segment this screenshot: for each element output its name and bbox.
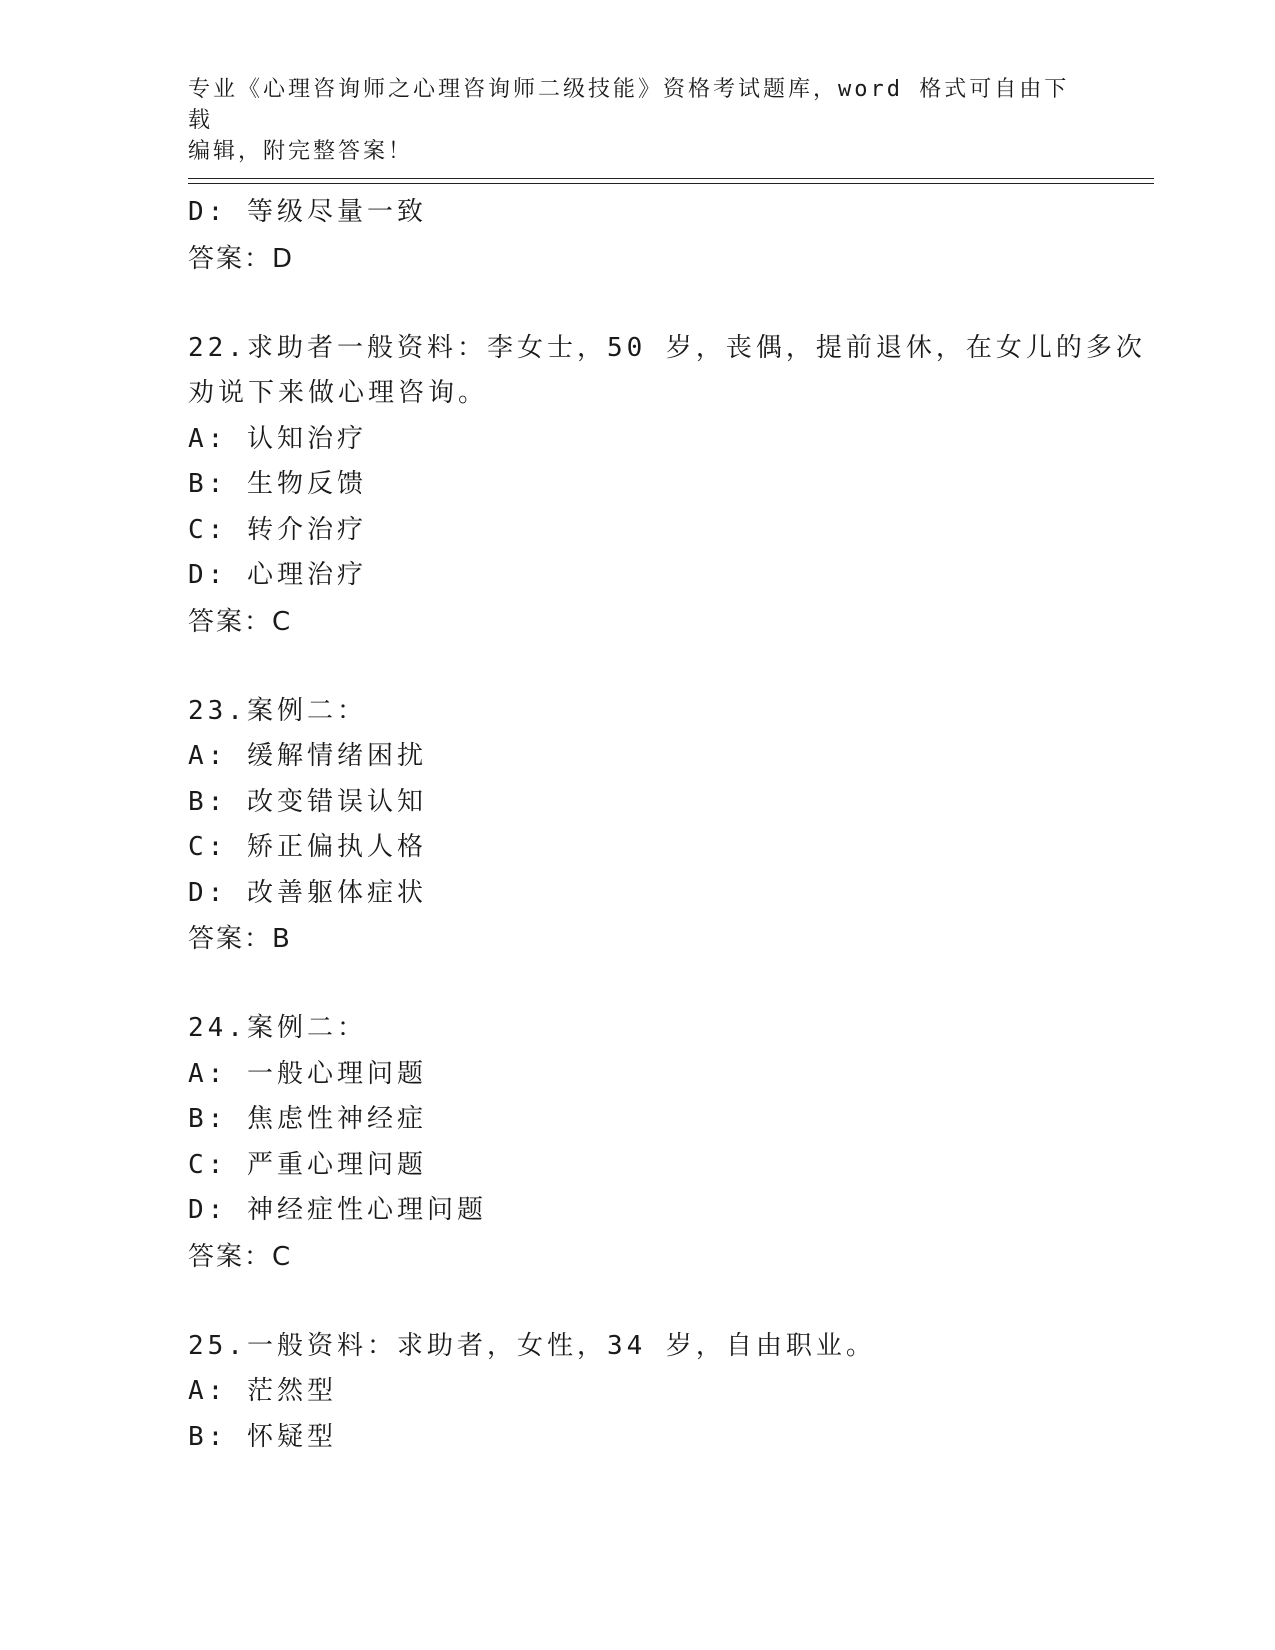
question-list (188, 190, 1154, 1460)
question-24 (188, 1006, 1154, 1280)
q22-stem-line-2: 劝说下来做心理咨询。 (188, 378, 489, 408)
q23-answer: 答案：B (188, 924, 292, 954)
question-25 (188, 1324, 1154, 1461)
q23-option-a: A: 缓解情绪困扰 (188, 741, 427, 771)
prev-answer: 答案：D (188, 243, 295, 274)
document-header (188, 74, 1088, 167)
q24-answer: 答案：C (188, 1241, 293, 1272)
spacer (188, 1280, 1154, 1324)
q22-option-d: D: 心理治疗 (188, 560, 367, 590)
question-23 (188, 689, 1154, 963)
spacer (188, 645, 1154, 689)
prev-option-d: D: 等级尽量一致 (188, 197, 427, 227)
question-22 (188, 326, 1154, 645)
q24-stem: 24.案例二： (188, 1013, 367, 1043)
q24-option-a: A: 一般心理问题 (188, 1058, 427, 1089)
q23-option-c: C: 矫正偏执人格 (188, 832, 427, 862)
header-line-2: 编辑，附完整答案！ (188, 139, 414, 164)
header-divider-top (188, 178, 1154, 179)
q24-option-d: D: 神经症性心理问题 (188, 1195, 487, 1225)
q22-option-b: B: 生物反馈 (188, 469, 367, 499)
q25-option-a: A: 茫然型 (188, 1376, 337, 1406)
spacer (188, 282, 1154, 326)
q25-stem: 25.一般资料：求助者，女性，34 岁，自由职业。 (188, 1330, 876, 1361)
q24-option-b: B: 焦虑性神经症 (188, 1104, 427, 1134)
header-divider-bottom (188, 183, 1154, 184)
q22-option-a: A: 认知治疗 (188, 423, 367, 454)
q23-stem: 23.案例二： (188, 695, 367, 726)
q23-option-d: D: 改善躯体症状 (188, 877, 427, 908)
q23-option-b: B: 改变错误认知 (188, 786, 427, 817)
q22-option-c: C: 转介治疗 (188, 514, 367, 545)
q25-option-b: B: 怀疑型 (188, 1421, 337, 1452)
q22-answer: 答案：C (188, 606, 293, 637)
q22-stem-line-1: 22.求助者一般资料：李女士，50 岁，丧偶，提前退休，在女儿的多次 (188, 332, 1146, 363)
q24-option-c: C: 严重心理问题 (188, 1149, 427, 1180)
spacer (188, 962, 1154, 1006)
header-line-1: 专业《心理咨询师之心理咨询师二级技能》资格考试题库，word 格式可自由下载 (188, 77, 1070, 133)
